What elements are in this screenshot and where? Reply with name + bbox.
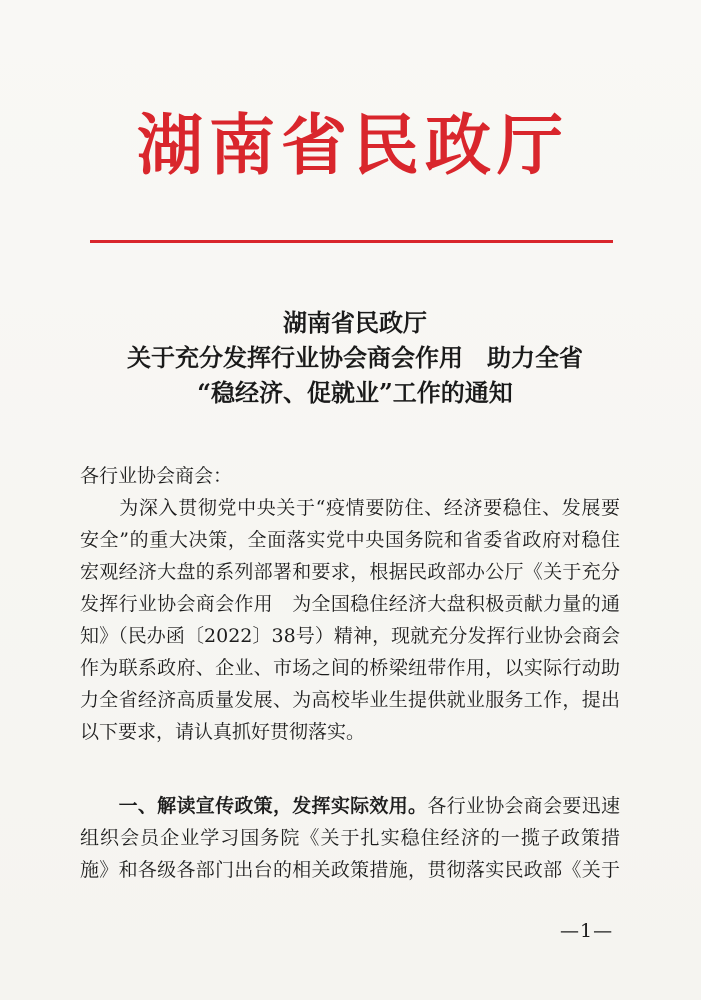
page-number: —1— — [560, 920, 614, 942]
paragraph-line: 组织会员企业学习国务院《关于扎实稳住经济的一揽子政策措 — [80, 827, 620, 849]
section-heading-continuation: 各行业协会商会要迅速 — [427, 795, 620, 817]
body-paragraph-2 — [80, 790, 620, 886]
notice-title-line-3: “稳经济、促就业”工作的通知 — [197, 378, 513, 407]
salutation: 各行业协会商会： — [80, 465, 233, 487]
notice-title-line-2: 关于充分发挥行业协会商会作用 助力全省 — [127, 343, 583, 372]
paragraph-line: 力全省经济高质量发展、为高校毕业生提供就业服务工作，提出 — [80, 689, 620, 711]
paragraph-line: 以下要求，请认真抓好贯彻落实。 — [80, 721, 366, 743]
notice-title-line-1: 湖南省民政厅 — [283, 308, 427, 337]
body-paragraph-1 — [80, 492, 620, 748]
red-separator-rule — [90, 240, 613, 243]
paragraph-line: 发挥行业协会商会作用 为全国稳住经济大盘积极贡献力量的通 — [80, 593, 620, 615]
notice-title — [60, 305, 650, 410]
paragraph-line: 为深入贯彻党中央关于“疫情要防住、经济要稳住、发展要 — [80, 497, 620, 519]
paragraph-line: 知》（民办函〔2022〕38号）精神，现就充分发挥行业协会商会 — [80, 625, 620, 647]
paragraph-line: 作为联系政府、企业、市场之间的桥梁纽带作用，以实际行动助 — [80, 657, 620, 679]
paragraph-line: 宏观经济大盘的系列部署和要求，根据民政部办公厅《关于充分 — [80, 561, 620, 583]
paragraph-line: 施》和各级各部门出台的相关政策措施，贯彻落实民政部《关于 — [80, 859, 620, 881]
paragraph-first-line — [80, 790, 620, 822]
section-heading: 一、解读宣传政策，发挥实际效用。 — [80, 795, 428, 817]
paragraph-line: 安全”的重大决策，全面落实党中央国务院和省委省政府对稳住 — [80, 529, 620, 551]
issuing-authority-header: 湖南省民政厅 — [137, 106, 569, 184]
